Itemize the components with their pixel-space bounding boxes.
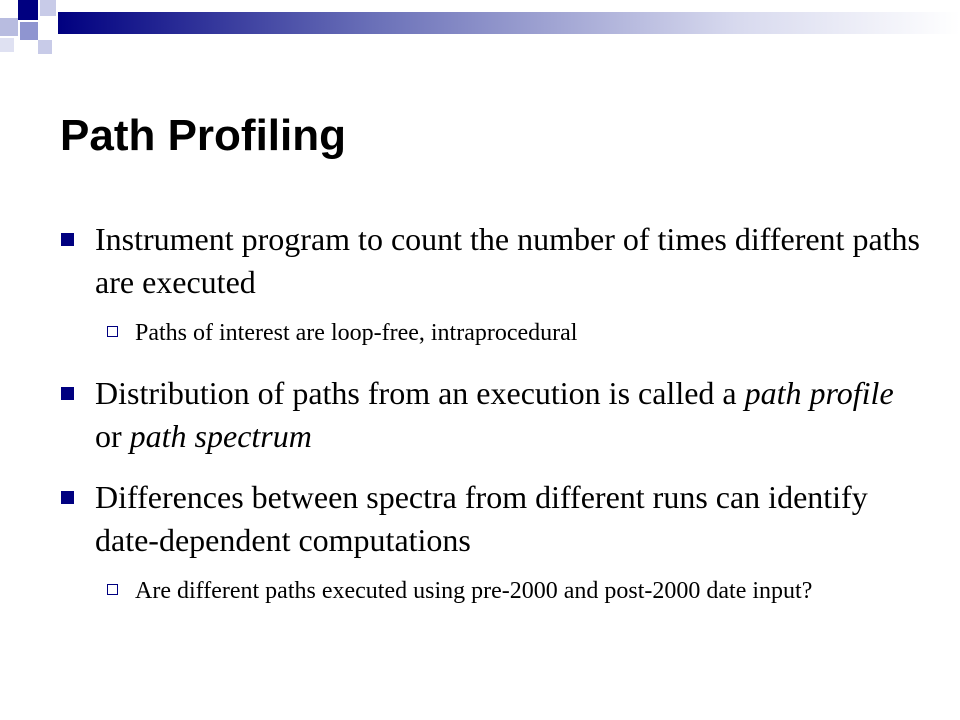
sub-bullet-text: Paths of interest are loop-free, intraprocedural	[135, 320, 578, 346]
square-bullet-icon	[61, 233, 74, 246]
deco-square-navy	[18, 0, 38, 20]
sub-bullet-item	[60, 316, 920, 350]
hollow-square-bullet-icon	[107, 584, 118, 595]
sub-bullet-item	[60, 574, 920, 608]
sub-bullet-text: Are different paths executed using pre-2000 and post-2000 date input?	[135, 578, 813, 604]
deco-square-light	[38, 40, 52, 54]
top-gradient-band	[58, 12, 960, 34]
bullet-text: Instrument program to count the number of times different paths are executed	[95, 221, 920, 300]
bullet-list	[60, 218, 920, 630]
deco-square-mid	[20, 22, 38, 40]
square-bullet-icon	[61, 491, 74, 504]
hollow-square-bullet-icon	[107, 326, 118, 337]
deco-square-pale	[0, 38, 14, 52]
deco-square-light	[40, 0, 56, 16]
bullet-emphasis-path-spectrum: path spectrum	[129, 418, 312, 454]
bullet-item	[60, 372, 920, 458]
bullet-item	[60, 476, 920, 562]
bullet-text-part: or	[95, 418, 130, 454]
bullet-item	[60, 218, 920, 304]
slide-title: Path Profiling	[60, 111, 346, 160]
bullet-text-part: Distribution of paths from an execution is called a	[95, 375, 745, 411]
deco-square-light	[0, 18, 18, 36]
bullet-text: Differences between spectra from different runs can identify date-dependent computations	[95, 479, 868, 558]
square-bullet-icon	[61, 387, 74, 400]
bullet-emphasis-path-profile: path profile	[744, 375, 894, 411]
